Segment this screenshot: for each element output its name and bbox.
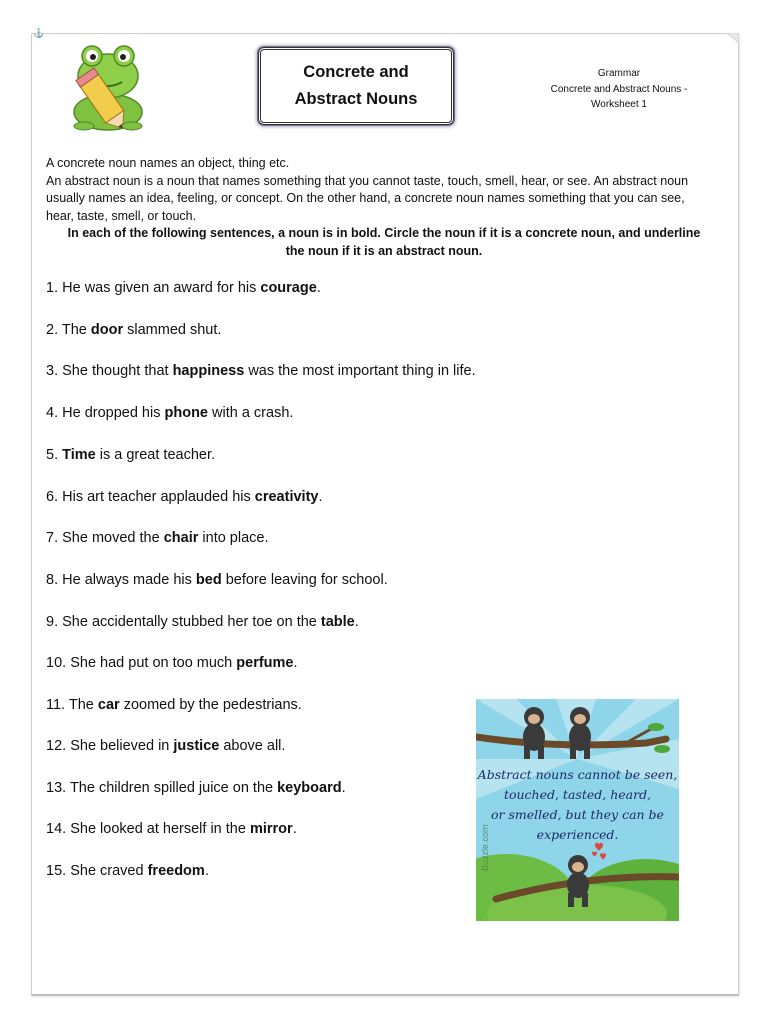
- poster-caption: [476, 765, 679, 845]
- poster-line-4: experienced.: [536, 827, 619, 842]
- worksheet-title-box: [258, 47, 454, 125]
- intro-paragraph: An abstract noun is a noun that names something that you cannot taste, touch, smell, hear, or see. An abstract noun usually names an idea, feeling, or concept. On the other hand, a concrete noun names something that you can see, hear, taste, smell, or touch.: [46, 173, 689, 223]
- question-12: 12. She believed in justice above all.: [46, 738, 286, 754]
- question-11: 11. The car zoomed by the pedestrians.: [46, 697, 302, 713]
- subject-label: Grammar: [597, 68, 641, 79]
- question-10: 10. She had put on too much perfume.: [46, 655, 298, 671]
- intro-line-1: A concrete noun names an object, thing etc.: [46, 156, 290, 170]
- bold-noun: courage: [260, 280, 317, 296]
- worksheet-meta: [538, 66, 700, 113]
- bold-noun: happiness: [172, 363, 245, 379]
- frog-holding-pencil-illustration: [64, 42, 152, 132]
- question-3: 3. She thought that happiness was the most important thing in life.: [46, 363, 476, 379]
- title-line-2: Abstract Nouns: [294, 90, 418, 108]
- abstract-nouns-poster: [476, 699, 679, 921]
- bold-noun: perfume: [236, 655, 294, 671]
- poster-line-2: touched, tasted, heard,: [503, 787, 652, 802]
- title-line-1: Concrete and: [303, 63, 409, 81]
- bold-noun: table: [320, 614, 355, 630]
- question-7: 7. She moved the chair into place.: [46, 530, 269, 546]
- bold-noun: freedom: [147, 863, 205, 879]
- question-8: 8. He always made his bed before leaving for school.: [46, 572, 388, 588]
- anchor-marker-icon: ⚓: [33, 28, 45, 38]
- bold-noun: chair: [163, 530, 199, 546]
- instructions: In each of the following sentences, a noun is in bold. Circle the noun if it is a concrete noun, and underline the noun if it is an abstract noun.: [67, 226, 701, 258]
- bold-noun: mirror: [249, 821, 293, 837]
- intro-text: [46, 155, 706, 225]
- question-6: 6. His art teacher applauded his creativity.: [46, 489, 323, 505]
- question-14: 14. She looked at herself in the mirror.: [46, 821, 297, 837]
- bold-noun: Time: [62, 447, 96, 463]
- poster-watermark: Buzzle.com: [480, 824, 490, 871]
- bold-noun: justice: [173, 738, 220, 754]
- bold-noun: bed: [195, 572, 222, 588]
- question-4: 4. He dropped his phone with a crash.: [46, 405, 294, 421]
- bold-noun: door: [90, 322, 124, 338]
- question-2: 2. The door slammed shut.: [46, 322, 222, 338]
- bold-noun: car: [97, 697, 120, 713]
- bold-noun: creativity: [254, 489, 319, 505]
- question-13: 13. The children spilled juice on the keyboard.: [46, 780, 346, 796]
- worksheet-name-line-1: Concrete and Abstract Nouns -: [550, 83, 688, 95]
- question-15: 15. She craved freedom.: [46, 863, 209, 879]
- bold-noun: phone: [164, 405, 208, 421]
- question-9: 9. She accidentally stubbed her toe on the table.: [46, 614, 359, 630]
- page-fold-icon: [727, 33, 739, 43]
- question-5: 5. Time is a great teacher.: [46, 447, 216, 463]
- question-1: 1. He was given an award for his courage.: [46, 280, 321, 296]
- bold-noun: keyboard: [277, 780, 342, 796]
- poster-line-1: Abstract nouns cannot be seen,: [477, 767, 678, 782]
- worksheet-name-line-2: Worksheet 1: [591, 99, 647, 110]
- poster-line-3: or smelled, but they can be: [491, 807, 664, 822]
